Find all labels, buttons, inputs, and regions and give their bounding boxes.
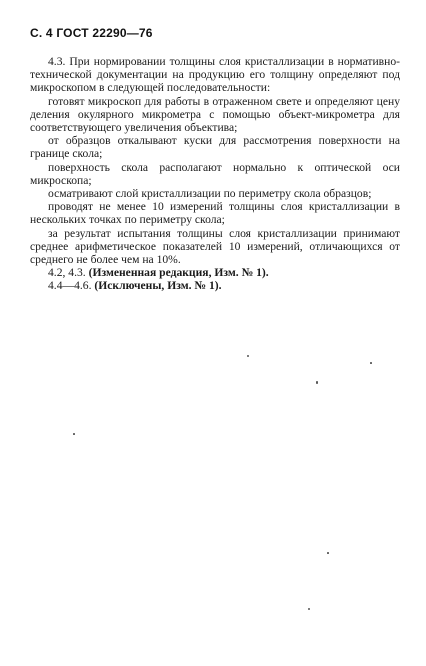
scan-speck — [308, 608, 310, 610]
step-position-surface: поверхность скола располагают нормально к оптической оси микроскопа; — [30, 160, 400, 187]
step-inspect-layer: осматривают слой кристаллизации по периметру скола образцов; — [48, 187, 372, 201]
scan-speck — [370, 362, 372, 364]
scan-speck — [327, 552, 329, 554]
step-prepare-microscope: готовят микроскоп для работы в отраженном свете и определяют цену деления окулярного микрометра с помощью объект-микрометра для соответствующего увеличения объектива; — [30, 94, 400, 135]
scan-speck — [316, 381, 318, 384]
document-body — [30, 55, 400, 293]
amendment-note-changed — [30, 266, 400, 279]
amendment-note-prefix: 4.2, 4.3. — [48, 266, 89, 280]
page-header: С. 4 ГОСТ 22290—76 — [30, 26, 153, 40]
amendment-note-text: (Исключены, Изм. № 1). — [94, 279, 222, 293]
amendment-note-text: (Измененная редакция, Изм. № 1). — [88, 266, 269, 280]
step-result: за результат испытания толщины слоя кристаллизации принимают среднее арифметическое показателей 10 измерений, отличающихся от среднего не более чем на 10%. — [30, 226, 400, 267]
step-measure: проводят не менее 10 измерений толщины слоя кристаллизации в нескольких точках по периметру скола; — [30, 200, 400, 227]
amendment-note-excluded — [30, 279, 400, 292]
scan-speck — [73, 433, 75, 435]
scan-speck — [247, 355, 249, 357]
paragraph-4-3: 4.3. При нормировании толщины слоя кристаллизации в нормативно-технической документации на продукцию его толщину определяют под микроскопом в следующей последовательности: — [30, 55, 400, 95]
amendment-note-prefix: 4.4—4.6. — [48, 279, 95, 293]
step-chip-samples: от образцов откалывают куски для рассмотрения поверхности на границе скола; — [30, 134, 400, 161]
